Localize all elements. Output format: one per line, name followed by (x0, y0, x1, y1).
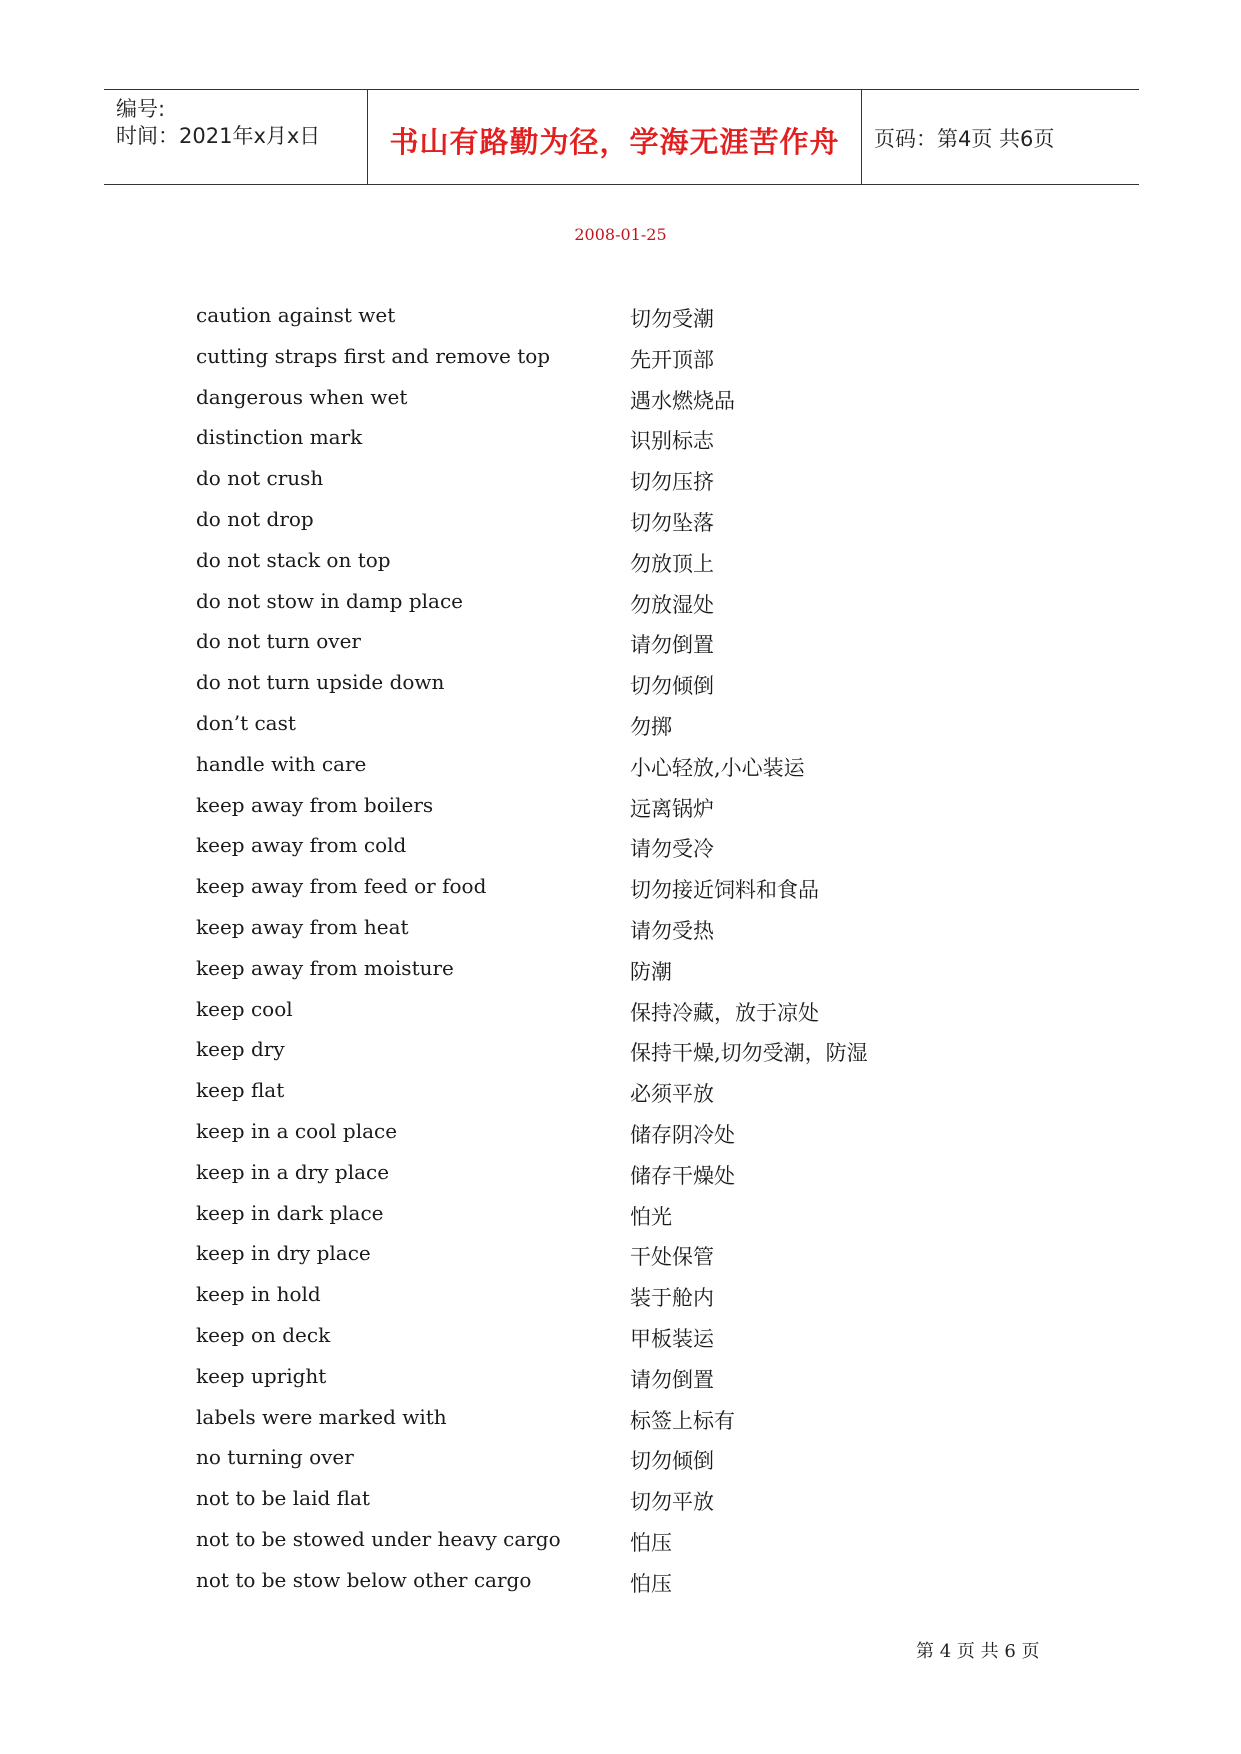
glossary-row (196, 833, 976, 874)
term-english: do not drop (196, 506, 314, 531)
term-chinese: 切勿压挤 (630, 470, 714, 495)
term-chinese: 怕压 (630, 1530, 672, 1555)
term-english: do not turn over (196, 629, 361, 654)
term-chinese: 标签上标有 (630, 1408, 735, 1433)
glossary-row (196, 629, 976, 670)
term-chinese: 怕压 (630, 1571, 672, 1596)
glossary-row (196, 303, 976, 344)
term-english: do not crush (196, 466, 324, 491)
glossary-row (196, 956, 976, 997)
term-english: dangerous when wet (196, 384, 408, 409)
glossary-row (196, 548, 976, 589)
term-chinese: 储存干燥处 (630, 1163, 735, 1188)
term-chinese: 必须平放 (630, 1082, 714, 1107)
term-english: keep away from boilers (196, 792, 434, 817)
glossary-row (196, 1160, 976, 1201)
term-chinese: 勿放湿处 (630, 592, 714, 617)
term-chinese: 请勿倒置 (630, 633, 714, 658)
term-english: don’t cast (196, 710, 296, 735)
term-chinese: 怕光 (630, 1204, 672, 1229)
document-date: 2008-01-25 (574, 225, 667, 244)
term-english: do not stow in damp place (196, 588, 463, 613)
term-english: keep away from cold (196, 833, 407, 858)
term-english: not to be stowed under heavy cargo (196, 1526, 561, 1551)
document-number-label: 编号: (116, 97, 166, 121)
glossary-row (196, 1037, 976, 1078)
glossary-row (196, 874, 976, 915)
term-english: keep in a cool place (196, 1118, 398, 1143)
glossary-row (196, 1282, 976, 1323)
term-chinese: 先开顶部 (630, 347, 714, 372)
term-chinese: 遇水燃烧品 (630, 388, 735, 413)
term-chinese: 请勿受热 (630, 918, 714, 943)
glossary-row (196, 344, 976, 385)
term-english: keep away from moisture (196, 955, 454, 980)
glossary-row (196, 1078, 976, 1119)
term-chinese: 干处保管 (630, 1245, 714, 1270)
glossary-row (196, 466, 976, 507)
term-english: keep away from feed or food (196, 874, 487, 899)
glossary-row (196, 1405, 976, 1446)
term-chinese: 切勿倾倒 (630, 1449, 714, 1474)
term-chinese: 储存阴冷处 (630, 1122, 735, 1147)
term-english: do not turn upside down (196, 670, 445, 695)
term-english: keep in hold (196, 1282, 321, 1307)
term-chinese: 远离锅炉 (630, 796, 714, 821)
glossary-list (196, 303, 976, 1609)
header-page-cell (862, 90, 1139, 184)
term-english: not to be laid flat (196, 1486, 370, 1511)
term-english: handle with care (196, 751, 367, 776)
glossary-row (196, 670, 976, 711)
glossary-row (196, 1201, 976, 1242)
glossary-row (196, 711, 976, 752)
glossary-row (196, 1364, 976, 1405)
glossary-row (196, 507, 976, 548)
term-english: keep away from heat (196, 914, 409, 939)
term-chinese: 勿掷 (630, 714, 672, 739)
term-english: keep upright (196, 1363, 327, 1388)
term-chinese: 请勿倒置 (630, 1367, 714, 1392)
term-english: keep in a dry place (196, 1159, 390, 1184)
term-english: keep flat (196, 1078, 285, 1103)
header-meta-cell (104, 90, 368, 184)
document-time-label: 时间：2021年x月x日 (116, 124, 321, 148)
term-chinese: 切勿倾倒 (630, 674, 714, 699)
term-english: caution against wet (196, 303, 396, 327)
glossary-row (196, 752, 976, 793)
term-chinese: 小心轻放,小心装运 (630, 755, 805, 780)
term-chinese: 请勿受冷 (630, 837, 714, 862)
term-chinese: 防潮 (630, 959, 672, 984)
term-chinese: 识别标志 (630, 429, 714, 454)
glossary-row (196, 1119, 976, 1160)
glossary-row (196, 1445, 976, 1486)
glossary-row (196, 1241, 976, 1282)
glossary-row (196, 793, 976, 834)
term-english: keep in dry place (196, 1241, 371, 1266)
glossary-row (196, 425, 976, 466)
glossary-row (196, 1323, 976, 1364)
term-english: keep dry (196, 1037, 285, 1062)
glossary-row (196, 1568, 976, 1609)
term-english: cutting straps first and remove top (196, 343, 551, 368)
term-english: do not stack on top (196, 547, 391, 572)
term-english: keep on deck (196, 1322, 331, 1347)
term-english: distinction mark (196, 425, 363, 450)
page-footer: 第 4 页 共 6 页 (916, 1641, 1040, 1662)
glossary-row (196, 1486, 976, 1527)
glossary-row (196, 997, 976, 1038)
term-chinese: 勿放顶上 (630, 551, 714, 576)
term-english: keep cool (196, 996, 293, 1021)
term-english: no turning over (196, 1445, 354, 1470)
term-chinese: 甲板装运 (630, 1326, 714, 1351)
term-chinese: 切勿接近饲料和食品 (630, 878, 819, 903)
term-chinese: 切勿坠落 (630, 510, 714, 535)
glossary-row (196, 1527, 976, 1568)
term-chinese: 保持冷藏，放于凉处 (630, 1000, 819, 1025)
glossary-row (196, 589, 976, 630)
header-motto-cell (368, 90, 862, 184)
term-english: not to be stow below other cargo (196, 1567, 532, 1592)
term-chinese: 装于舱内 (630, 1286, 714, 1311)
term-chinese: 切勿平放 (630, 1490, 714, 1515)
header-page-code: 页码：第4页 共6页 (874, 127, 1055, 151)
glossary-row (196, 915, 976, 956)
glossary-row (196, 385, 976, 426)
header-motto: 书山有路勤为径，学海无涯苦作舟 (389, 125, 840, 159)
term-english: keep in dark place (196, 1200, 384, 1225)
term-chinese: 保持干燥,切勿受潮，防湿 (630, 1041, 868, 1066)
term-english: labels were marked with (196, 1404, 447, 1429)
page-header (104, 89, 1139, 185)
term-chinese: 切勿受潮 (630, 307, 714, 331)
